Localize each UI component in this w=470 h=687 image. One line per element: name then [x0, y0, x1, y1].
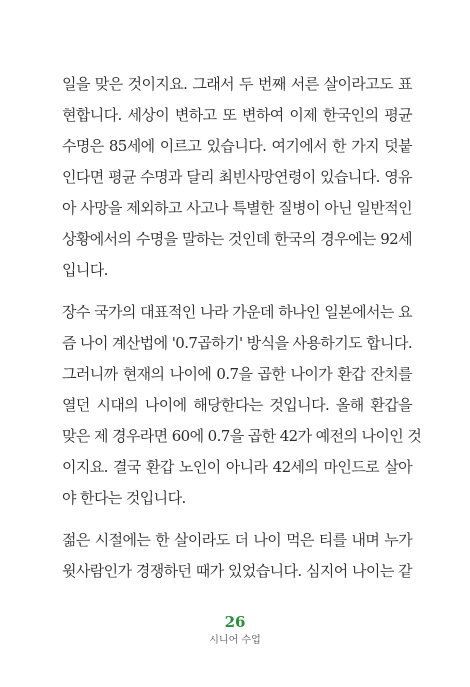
- text-line: 상황에서의 수명을 말하는 것인데 한국의 경우에는 92세: [62, 230, 412, 248]
- text-line: 일을 맞은 것이지요. 그래서 두 번째 서른 살이라고도 표: [62, 75, 412, 93]
- running-footer-title: 시니어 수업: [209, 635, 261, 646]
- text-line: 그러니까 현재의 나이에 0.7을 곱한 나이가 환갑 잔치를: [62, 365, 412, 383]
- text-line: 야 한다는 것입니다.: [62, 489, 186, 507]
- text-line: 젊은 시절에는 한 살이라도 더 나이 먹은 티를 내며 누가: [62, 531, 412, 549]
- text-line: 장수 국가의 대표적인 나라 가운데 하나인 일본에서는 요: [62, 303, 412, 321]
- page-number: 26: [224, 613, 246, 631]
- text-line: 윗사람인가 경쟁하던 때가 있었습니다. 심지어 나이는 같: [62, 562, 412, 580]
- text-line: 이지요. 결국 환갑 노인이 아니라 42세의 마인드로 살아: [62, 458, 412, 476]
- text-line: 인다면 평균 수명과 달리 최빈사망연령이 있습니다. 영유: [62, 168, 412, 186]
- text-line: 현합니다. 세상이 변하고 또 변하여 이제 한국인의 평균: [62, 106, 412, 124]
- text-line: 수명은 85세에 이르고 있습니다. 여기에서 한 가지 덧붙: [62, 137, 412, 155]
- text-line: 열던 시대의 나이에 해당한다는 것입니다. 올해 환갑을: [62, 396, 412, 414]
- paragraph-2: [62, 297, 422, 514]
- text-line: 아 사망을 제외하고 사고나 특별한 질병이 아닌 일반적인: [62, 199, 412, 217]
- paragraph-1: [62, 69, 412, 286]
- paragraph-3: [62, 525, 412, 587]
- text-line: 즘 나이 계산법에 '0.7곱하기' 방식을 사용하기도 합니다.: [62, 334, 412, 352]
- text-line: 맞은 제 경우라면 60에 0.7을 곱한 42가 예전의 나이인 것: [62, 427, 422, 445]
- text-line: 입니다.: [62, 261, 108, 279]
